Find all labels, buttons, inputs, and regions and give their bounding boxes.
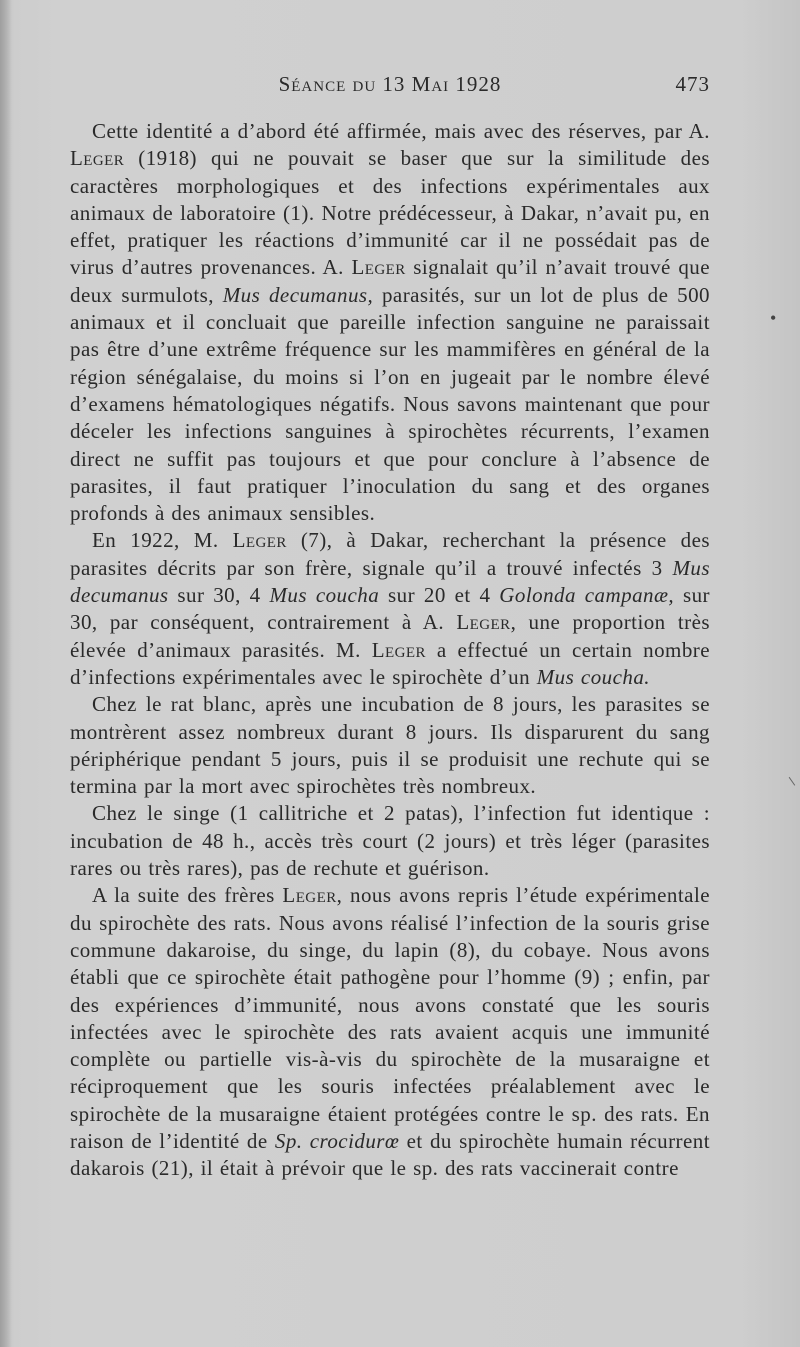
page-spine-shadow — [0, 0, 12, 1347]
paragraph-4: Chez le singe (1 callitriche et 2 patas), l’infection fut identique : incubation de 48 h., accès très court (2 jours) et très léger (parasites rares ou très rares), pas de rechute et guérison. — [70, 801, 710, 881]
author-name: Leger — [456, 610, 511, 635]
species-name: Golonda campanæ, — [499, 583, 675, 608]
body-text — [70, 118, 710, 1183]
author-name: Leger — [70, 146, 125, 171]
author-name: Leger — [371, 637, 426, 662]
paragraph-3: Chez le rat blanc, après une incubation de 8 jours, les parasites se montrèrent assez nombreux durant 8 jours. Ils disparurent du sang périphérique pendant 5 jours, puis il se produisit une rechute qui se termina par la mort avec spirochètes très nombreux. — [70, 692, 710, 799]
species-name: Sp. crocidurœ — [274, 1128, 400, 1153]
running-head — [70, 72, 710, 106]
author-name: Leger — [232, 528, 287, 553]
paragraph-2: En 1922, M. Leger (7), à Dakar, recherchant la présence des parasites décrits par son frère, signale qu’il a trouvé infectés 3 Mus decumanus sur 30, 4 Mus coucha sur 20 et 4 Golonda campanæ, sur 30, par conséquent, contrairement à A. Leger, une proportion très élevée d’animaux parasités. M. Leger a effectué un certain nombre d’infections expérimentales avec le spirochète d’un Mus coucha. — [70, 528, 710, 689]
author-name: Leger — [351, 255, 406, 280]
paragraph-5: A la suite des frères Leger, nous avons repris l’étude expérimentale du spirochète des rats. Nous avons réalisé l’infection de la souris grise commune dakaroise, du singe, du lapin (8), du cobaye. Nous avons établi que ce spirochète était pathogène pour l’homme (9) ; enfin, par des expériences d’immunité, nous avons constaté que les souris infectées avec le spirochète des rats avaient acquis une immunité complète ou partielle vis-à-vis du spirochète de la musaraigne et réciproquement que les souris infectées préalablement avec le spirochète de la musaraigne étaient protégées contre le sp. des rats. En raison de l’identité de Sp. crocidurœ et du spirochète humain récurrent dakarois (21), il était à prévoir que le sp. des rats vaccinerait contre — [70, 883, 710, 1181]
margin-pencil-mark — [784, 777, 795, 789]
author-name: Leger — [282, 883, 337, 908]
margin-dot-mark: • — [770, 308, 777, 328]
species-name: Mus coucha. — [536, 664, 650, 689]
species-name: Mus decumanus, — [222, 282, 374, 307]
page-number: 473 — [675, 72, 710, 96]
species-name: Mus coucha — [269, 583, 380, 608]
paragraph-1: Cette identité a d’abord été affirmée, mais avec des réserves, par A. Leger (1918) qui ne pouvait se baser que sur la similitude des caractères morphologiques et des infections expérimentales aux animaux de laboratoire (1). Notre prédécesseur, à Dakar, n’avait pu, en effet, pratiquer les réactions d’immunité car il ne possédait pas de virus d’autres provenances. A. Leger signalait qu’il n’avait trouvé que deux surmulots, Mus decumanus, parasités, sur un lot de plus de 500 animaux et il concluait que pareille infection sanguine ne paraissait pas être d’une extrême fréquence sur les mammifères en général de la région sénégalaise, du moins si l’on en jugeait par le nombre élevé d’examens hématologiques négatifs. Nous savons maintenant que pour déceler les infections sanguines à spirochètes récurrents, l’examen direct ne suffit pas toujours et que pour conclure à l’absence de parasites, il faut pratiquer l’inoculation du sang et des organes profonds à des animaux sensibles. — [70, 119, 711, 526]
running-title: Séance du 13 Mai 1928 — [278, 72, 502, 96]
species-name: Mus decumanus — [70, 555, 710, 608]
